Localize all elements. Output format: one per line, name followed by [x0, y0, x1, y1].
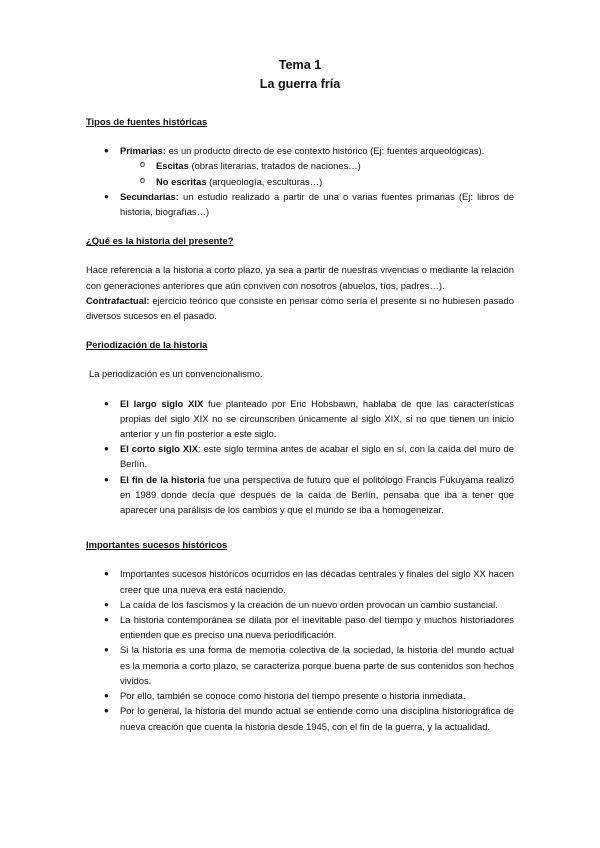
- list-item: ● Importantes sucesos históricos ocurridos en las décadas centrales y finales del siglo XX hacen creer que una nueva era está naciendo.: [86, 566, 514, 596]
- corto-siglo-label: El corto siglo XIX: [120, 443, 199, 455]
- list-item: ● Por lo general, la historia del mundo actual se entiende como una disciplina historiográfica de nueva creación que cuenta la historia desde 1945, con el fin de la guerra, y la actualidad.: [86, 703, 514, 733]
- list-item-fin-historia: [86, 472, 514, 518]
- list-item: ● Por ello, también se conoce como historia del tiempo presente o historia inmediata.: [86, 688, 514, 703]
- secundarias-text: un estudio realizado a partir de una o varias fuentes primarias (Ej: libros de historia, biografías…): [120, 190, 514, 218]
- sucesos-list: [86, 566, 514, 733]
- historia-presente-paragraph: Hace referencia a la historia a corto plazo, ya sea a partir de nuestras vivencias o mediante la relación con generaciones anteriores que aún conviven con nosotros (abuelos, tíos, padres…).: [86, 264, 514, 291]
- contrafactual-paragraph: [86, 293, 514, 323]
- list-item: ● Si la historia es una forma de memoria colectiva de la sociedad, la historia del mundo actual es la memoria a corto plazo, se caracteriza porque buena parte de sus contenidos son hechos vividos.: [86, 642, 514, 688]
- primarias-sublist: [120, 158, 514, 188]
- no-escritas-label: No escritas: [156, 175, 207, 187]
- largo-siglo-label: El largo siglo XIX: [120, 397, 204, 409]
- section-heading-periodizacion: Periodización de la historia: [86, 339, 208, 351]
- contrafactual-text: ejercicio teórico que consiste en pensar cómo sería el presente si no hubiesen pasado diversos sucesos en el pasado.: [86, 294, 514, 322]
- periodizacion-intro: La periodización es un convencionalismo.: [89, 368, 263, 380]
- section-heading-historia-presente: ¿Qué es la historia del presente?: [86, 235, 234, 247]
- sublist-item-no-escritas: [120, 174, 514, 189]
- list-item: ● La caída de los fascismos y la creación de un nuevo orden provocan un cambio sustancial.: [86, 597, 514, 612]
- section-heading-fuentes: Tipos de fuentes históricas: [86, 116, 208, 127]
- no-escritas-text: (arqueología, esculturas…): [206, 175, 323, 187]
- fin-historia-label: El fin de la historia: [120, 473, 205, 485]
- escritas-label: Escitas: [156, 160, 189, 172]
- periodizacion-list: [86, 396, 514, 518]
- sublist-item-escritas: [120, 158, 514, 173]
- largo-siglo-text: fue planteado por Eric Hobsbawn, hablaba de que las características propias del siglo XIX no se circunscriben únicamente al siglo XIX, si no que tienen un inicio anterior y un fin posterior a este siglo.: [120, 397, 514, 440]
- contrafactual-label: Contrafactual:: [86, 294, 150, 306]
- primarias-text: es un producto directo de ese contexto histórico (Ej: fuentes arqueológicas).: [165, 145, 485, 157]
- escritas-text: (obras literarias, tratados de naciones…): [188, 160, 361, 172]
- title-line-1: Tema 1: [278, 58, 322, 72]
- corto-siglo-text: : este siglo termina antes de acabar el siglo en sí, con la caída del muro de Berlín.: [120, 443, 514, 470]
- fuentes-list: [86, 143, 514, 219]
- list-item-corto-siglo: [86, 441, 514, 471]
- fin-historia-text: fue una perspectiva de futuro que el politólogo Francis Fukuyama realizó en 1989 donde decía que después de la caída de Berlín, pensaba que iba a tener que aparecer una parálisis de los cambios y que el mundo se iba a homogeneizar.: [120, 473, 514, 516]
- document-title: [86, 56, 514, 94]
- section-heading-sucesos: Importantes sucesos históricos: [86, 539, 228, 551]
- list-item-largo-siglo: [86, 396, 514, 442]
- list-item-primarias: [86, 143, 514, 189]
- title-line-2: La guerra fría: [259, 77, 341, 91]
- primarias-label: Primarias:: [120, 145, 166, 157]
- list-item: ● La historia contemporánea se dilata por el inevitable paso del tiempo y muchos historiadores entienden que es preciso una nueva periodificación.: [86, 612, 514, 642]
- list-item-secundarias: [86, 189, 514, 219]
- secundarias-label: Secundarias:: [120, 190, 179, 202]
